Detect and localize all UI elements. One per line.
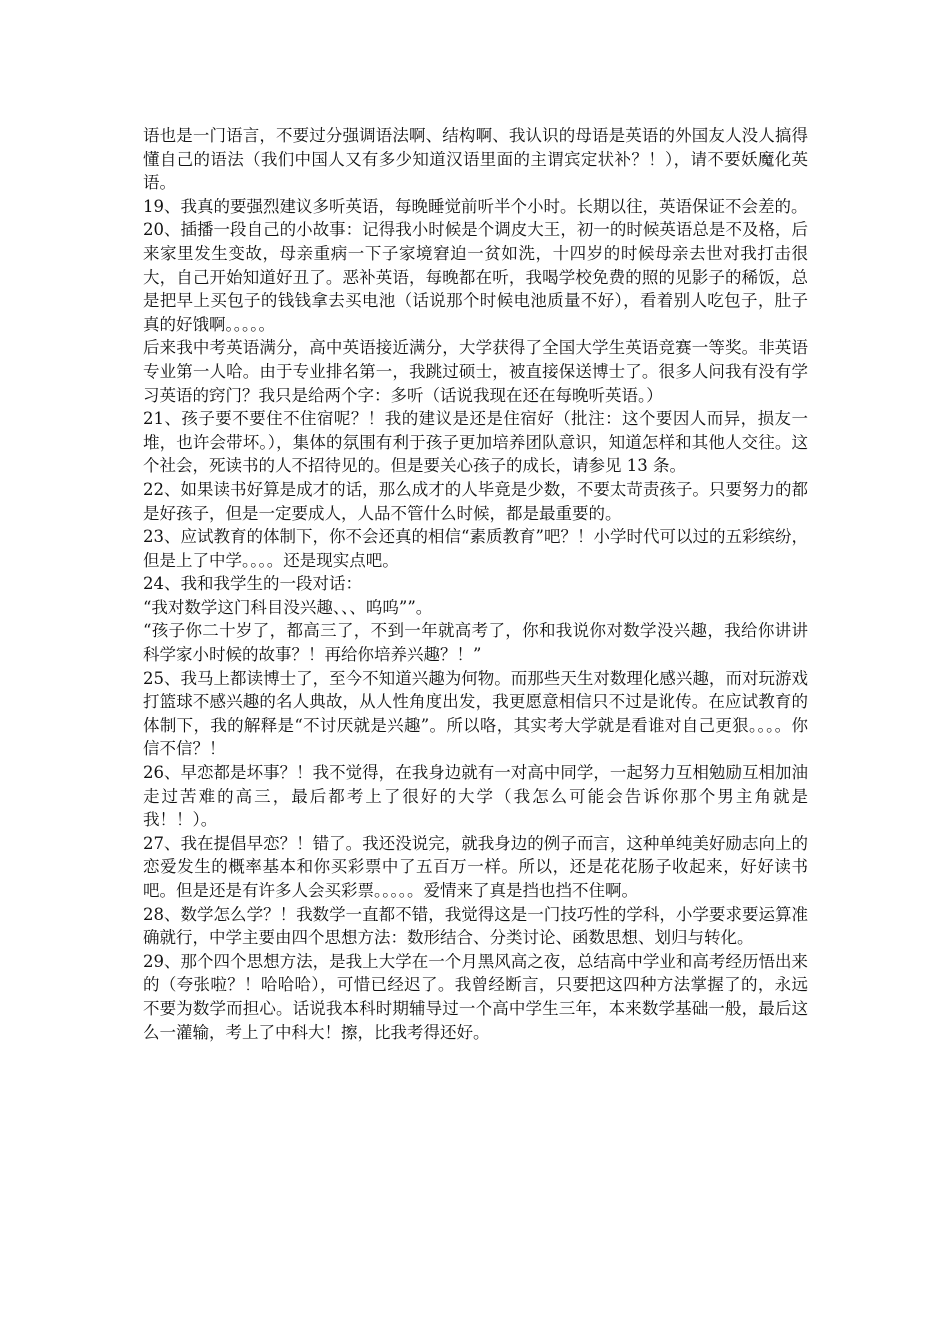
dialogue-student: “我对数学这门科目没兴趣、、、呜呜””。 — [143, 597, 433, 617]
dialogue-teacher: “孩子你二十岁了，都高三了，不到一年就高考了，你和我说你对数学没兴趣，我给你讲讲科学家小时候的故事？！再给你培养兴趣？！” — [143, 621, 808, 665]
paragraph-24: 24、我和我学生的一段对话： — [143, 574, 362, 594]
paragraph-20: 20、插播一段自己的小故事：记得我小时候是个调皮大王，初一的时候英语总是不及格，后来家里发生变故，母亲重病一下子家境窘迫一贫如洗，十四岁的时候母亲去世对我打击很大，自己开始知道好丑了。恶补英语，每晚都在听，我喝学校免费的照的见影子的稀饭，总是把早上买包子的钱钱拿去买电池（话说那个时候电池质量不好），看着别人吃包子，肚子真的好饿啊。。。。。 — [143, 220, 808, 334]
paragraph-27: 27、我在提倡早恋？！错了。我还没说完，就我身边的例子而言，这种单纯美好励志向上的恋爱发生的概率基本和你买彩票中了五百万一样。所以，还是花花肠子收起来，好好读书吧。但是还是有许多人会买彩票。。。。。爱情来了真是挡也挡不住啊。 — [143, 833, 808, 900]
paragraph-28: 28、数学怎么学？！我数学一直都不错，我觉得这是一门技巧性的学科，小学要求要运算准确就行，中学主要由四个思想方法：数形结合、分类讨论、函数思想、划归与转化。 — [143, 904, 808, 948]
paragraph-29: 29、那个四个思想方法，是我上大学在一个月黑风高之夜，总结高中学业和高考经历悟出来的（夸张啦？！哈哈哈），可惜已经迟了。我曾经断言，只要把这四种方法掌握了的，永远不要为数学而担心。话说我本科时期辅导过一个高中学生三年，本来数学基础一般，最后这么一灌输，考上了中科大！擦，比我考得还好。 — [143, 951, 808, 1042]
paragraph-19: 19、我真的要强烈建议多听英语，每晚睡觉前听半个小时。长期以往，英语保证不会差的。 — [143, 196, 808, 216]
document-body — [143, 124, 808, 1044]
paragraph-22: 22、如果读书好算是成才的话，那么成才的人毕竟是少数，不要太苛责孩子。只要努力的都是好孩子，但是一定要成人，人品不管什么时候，都是最重要的。 — [143, 479, 808, 523]
paragraph-26: 26、早恋都是坏事？！我不觉得，在我身边就有一对高中同学，一起努力互相勉励互相加油走过苦难的高三，最后都考上了很好的大学（我怎么可能会告诉你那个男主角就是我！！）。 — [143, 763, 808, 830]
paragraph-21: 21、孩子要不要住不住宿呢？！我的建议是还是住宿好（批注：这个要因人而异，损友一堆，也许会带坏。），集体的氛围有利于孩子更加培养团队意识，知道怎样和其他人交往。这个社会，死读书的人不招待见的。但是要关心孩子的成长，请参见 13 条。 — [143, 409, 808, 476]
paragraph-25: 25、我马上都读博士了，至今不知道兴趣为何物。而那些天生对数理化感兴趣，而对玩游戏打篮球不感兴趣的名人典故，从人性角度出发，我更愿意相信只不过是讹传。在应试教育的体制下，我的解释是“不讨厌就是兴趣”。所以咯，其实考大学就是看谁对自己更狠。。。。你信不信？！ — [143, 668, 808, 759]
paragraph-grammar: 语也是一门语言，不要过分强调语法啊、结构啊、我认识的母语是英语的外国友人没人搞得懂自己的语法（我们中国人又有多少知道汉语里面的主谓宾定状补？！），请不要妖魔化英语。 — [143, 126, 808, 193]
paragraph-23: 23、应试教育的体制下，你不会还真的相信“素质教育”吧？！小学时代可以过的五彩缤纷，但是上了中学。。。。还是现实点吧。 — [143, 527, 808, 570]
paragraph-20-continued: 后来我中考英语满分，高中英语接近满分，大学获得了全国大学生英语竞赛一等奖。非英语专业第一人哈。由于专业排名第一，我跳过硕士，被直接保送博士了。很多人问我有没有学习英语的窍门？我只是给两个字：多听（话说我现在还在每晚听英语。） — [143, 338, 808, 405]
